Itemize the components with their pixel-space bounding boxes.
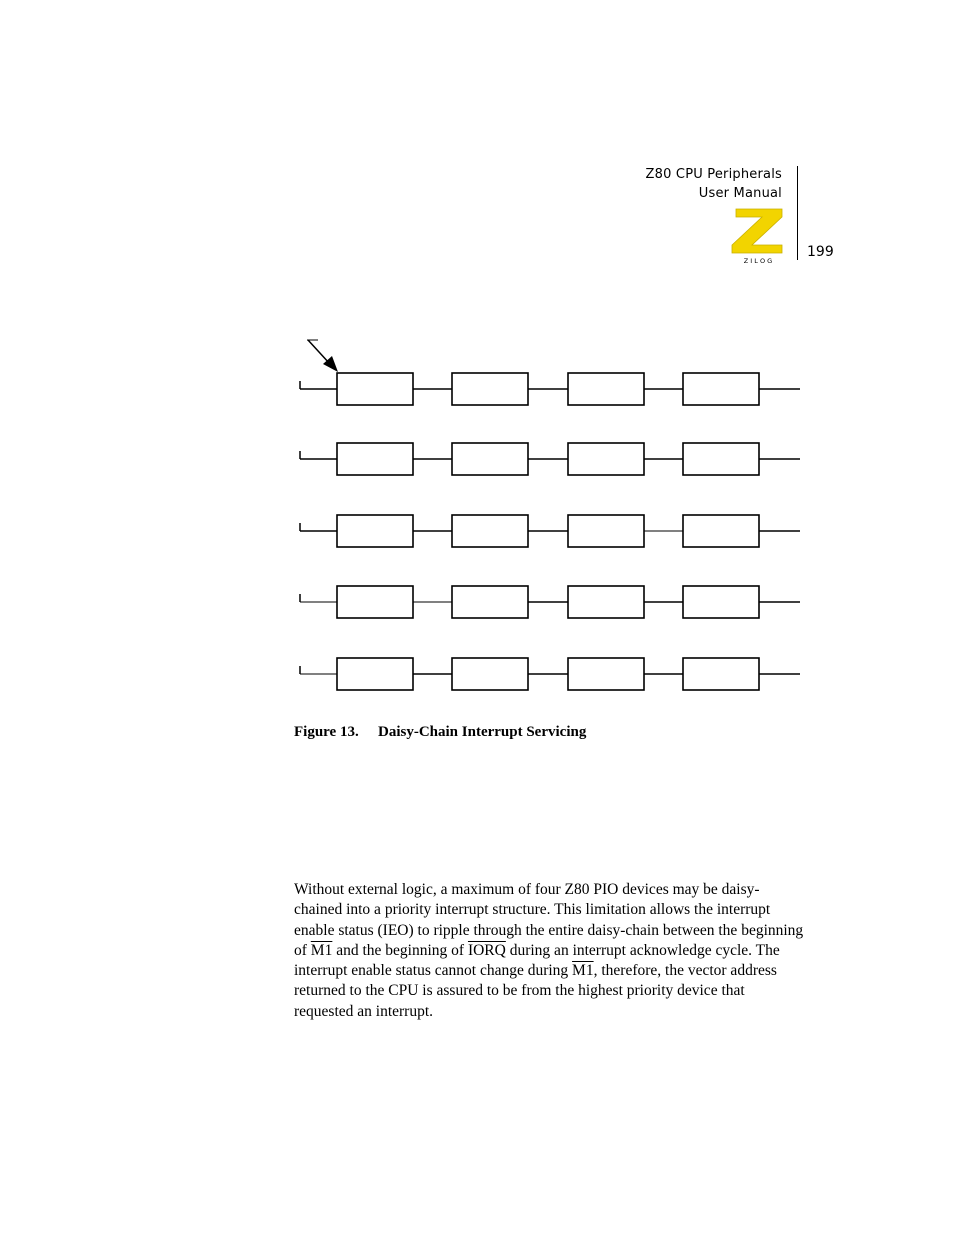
pio-device-box [568, 443, 644, 475]
pio-device-box [337, 515, 413, 547]
pio-device-box [337, 373, 413, 405]
body-paragraph [294, 880, 804, 1022]
pio-device-box [452, 443, 528, 475]
header-rule [797, 166, 798, 260]
pio-device-box [683, 373, 759, 405]
pio-device-box [683, 515, 759, 547]
daisy-chain-diagram [290, 330, 810, 710]
pio-device-box [683, 658, 759, 690]
pio-device-box [568, 586, 644, 618]
manual-title-line2: User Manual [698, 186, 782, 201]
chain-rows [300, 373, 800, 690]
figure-title: Daisy-Chain Interrupt Servicing [378, 724, 587, 740]
body-text-2: and the beginning of [332, 941, 468, 959]
body-text-3: during an interrupt acknowledge cycle. The interrupt enable status cannot change during [294, 941, 780, 980]
manual-title-line1: Z80 CPU Peripherals [645, 167, 782, 182]
figure-caption [294, 724, 586, 741]
pio-device-box [337, 586, 413, 618]
pio-device-box [452, 658, 528, 690]
manual-title [646, 165, 782, 203]
zilog-logo-z [732, 209, 782, 253]
pio-device-box [683, 443, 759, 475]
zilog-logo-brand: Z I L O G [743, 257, 773, 265]
body-text-4: , therefore, the vector address returned to the CPU is assured to be from the highest priority device that requested an interrupt. [294, 962, 777, 1020]
pio-device-box [337, 443, 413, 475]
zilog-logo [726, 205, 786, 265]
pio-device-box [452, 373, 528, 405]
page-number: 199 [807, 244, 834, 260]
pio-device-box [568, 658, 644, 690]
pio-device-box [568, 373, 644, 405]
signal-m1: M1 [310, 941, 333, 959]
pio-device-box [337, 658, 413, 690]
pio-device-box [568, 515, 644, 547]
pio-device-box [683, 586, 759, 618]
figure-number: Figure 13. [294, 724, 359, 740]
arrow-icon [307, 340, 338, 372]
pio-device-box [452, 586, 528, 618]
pio-device-box [452, 515, 528, 547]
signal-m1: M1 [572, 962, 594, 980]
body-text-1: Without external logic, a maximum of four Z80 PIO devices may be daisy-chained into a priority interrupt structure. This limitation allows the interrupt enable status (IEO) to ripple through the entire daisy-chain between the beginning of [294, 881, 804, 959]
signal-iorq: IORQ [467, 941, 506, 959]
